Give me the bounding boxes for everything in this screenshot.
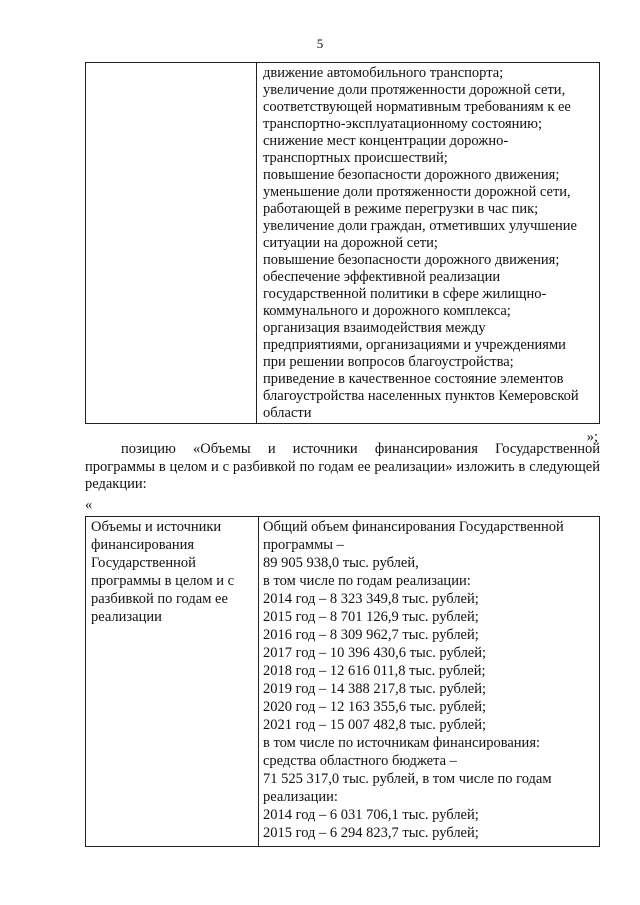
- table-line: ситуации на дорожной сети;: [263, 235, 438, 251]
- table-cell-right: [257, 63, 600, 424]
- table-line: соответствующей нормативным требованиям к ее: [263, 99, 571, 115]
- table-line: финансирования: [91, 537, 195, 553]
- table-row: [86, 63, 600, 424]
- table-line: государственной политики в сфере жилищно-: [263, 286, 547, 302]
- table-line: в том числе по годам реализации:: [263, 573, 471, 589]
- table-line: Государственной: [91, 555, 196, 571]
- opening-quote: «: [85, 497, 93, 513]
- table-line: программы в целом и с: [91, 573, 235, 589]
- table-line: коммунального и дорожного комплекса;: [263, 303, 511, 319]
- table-row: [86, 517, 600, 847]
- table-line: программы –: [263, 537, 344, 553]
- table-line: при решении вопросов благоустройства;: [263, 354, 514, 370]
- table-line: 2019 год – 14 388 217,8 тыс. рублей;: [263, 681, 487, 697]
- page-number: 5: [316, 36, 324, 51]
- table-line: реализации: [91, 609, 162, 625]
- table-line: приведение в качественное состояние элементов: [263, 371, 564, 387]
- table-line: увеличение доли протяженности дорожной сети,: [263, 82, 566, 98]
- table-line: 2018 год – 12 616 011,8 тыс. рублей;: [263, 663, 486, 679]
- table-line: благоустройства населенных пунктов Кемеровской: [263, 388, 579, 404]
- amendment-paragraph: [85, 441, 600, 494]
- table-line: организация взаимодействия между: [263, 320, 486, 336]
- paragraph-text: позицию «Объемы и источники финансирования Государственной программы в целом и с разбивкой по годам ее реализации» изложить в следующей редакции:: [85, 441, 600, 492]
- table-line: 89 905 938,0 тыс. рублей,: [263, 555, 419, 571]
- table-line: работающей в режиме перегрузки в час пик;: [263, 201, 539, 217]
- table-line: уменьшение доли протяженности дорожной сети,: [263, 184, 571, 200]
- table-cell-left: [86, 63, 257, 424]
- table-line: реализации:: [263, 789, 338, 805]
- table-line: транспортно-эксплуатационному состоянию;: [263, 116, 543, 132]
- table-line: движение автомобильного транспорта;: [263, 65, 504, 81]
- table-line: Общий объем финансирования Государственной: [263, 519, 564, 535]
- table-line: 2021 год – 15 007 482,8 тыс. рублей;: [263, 717, 487, 733]
- table-line: предприятиями, организациями и учреждениями: [263, 337, 566, 353]
- table-line: увеличение доли граждан, отметивших улучшение: [263, 218, 577, 234]
- table-line: обеспечение эффективной реализации: [263, 269, 501, 285]
- table-line: снижение мест концентрации дорожно-: [263, 133, 509, 149]
- table-line: 2015 год – 8 701 126,9 тыс. рублей;: [263, 609, 479, 625]
- table-cell-left: [86, 517, 259, 847]
- table-line: средства областного бюджета –: [263, 753, 457, 769]
- table-line: 2014 год – 8 323 349,8 тыс. рублей;: [263, 591, 479, 607]
- table-line: повышение безопасности дорожного движения;: [263, 167, 560, 183]
- closing-quote: »;: [586, 429, 598, 445]
- table-line: 71 525 317,0 тыс. рублей, в том числе по годам: [263, 771, 552, 787]
- table-line: области: [263, 405, 312, 421]
- table-line: транспортных происшествий;: [263, 150, 448, 166]
- financing-table: [85, 516, 600, 847]
- table-cell-right: [259, 517, 600, 847]
- table-line: 2014 год – 6 031 706,1 тыс. рублей;: [263, 807, 479, 823]
- table-line: разбивкой по годам ее: [91, 591, 228, 607]
- goals-table: [85, 62, 600, 424]
- table-line: 2020 год – 12 163 355,6 тыс. рублей;: [263, 699, 487, 715]
- table-line: 2016 год – 8 309 962,7 тыс. рублей;: [263, 627, 479, 643]
- table-line: 2017 год – 10 396 430,6 тыс. рублей;: [263, 645, 487, 661]
- table-line: Объемы и источники: [91, 519, 222, 535]
- table-line: в том числе по источникам финансирования:: [263, 735, 541, 751]
- table-line: 2015 год – 6 294 823,7 тыс. рублей;: [263, 825, 479, 841]
- table-line: повышение безопасности дорожного движения;: [263, 252, 560, 268]
